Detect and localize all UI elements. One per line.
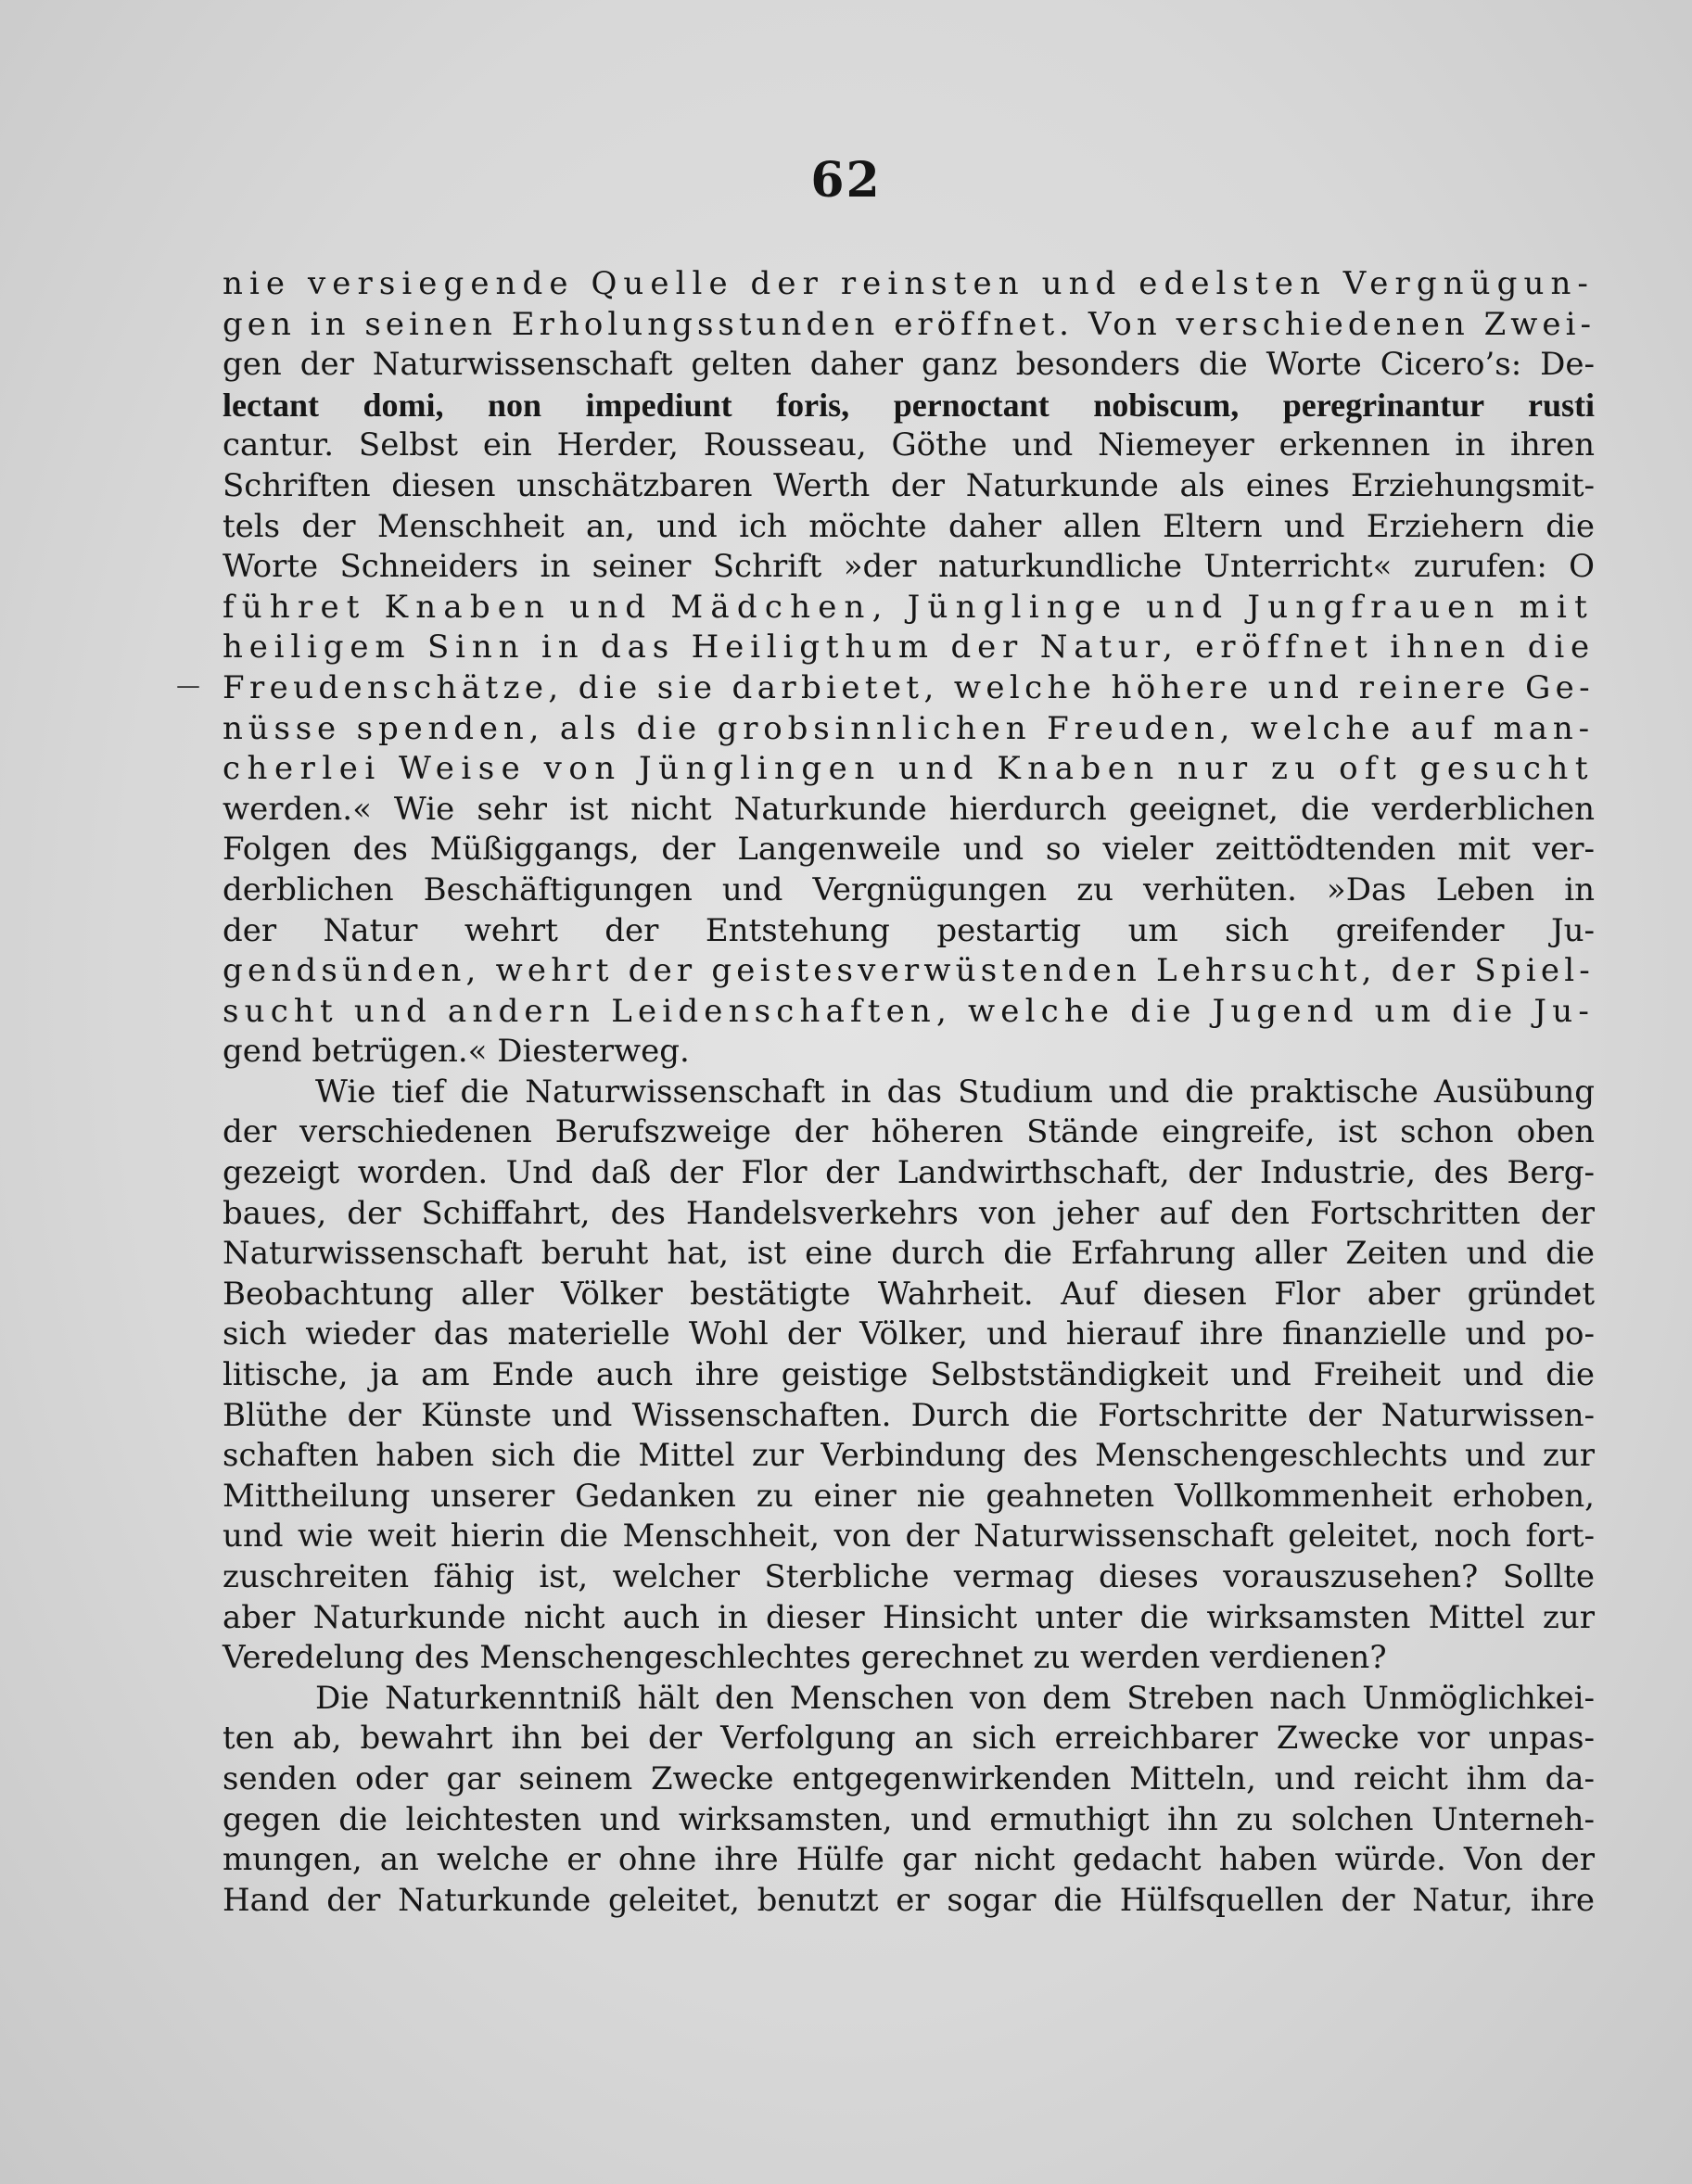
text-line: werden.« Wie sehr ist nicht Naturkunde hierdurch geeignet, die verderblichen: [223, 790, 1595, 828]
body-text: [223, 264, 1595, 1921]
text-line: gen der Naturwissenschaft gelten daher ganz besonders die Worte Cicero’s: De-: [223, 346, 1595, 384]
text-line: mungen, an welche er ohne ihre Hülfe gar nicht gedacht haben würde. Von der: [223, 1841, 1595, 1879]
text-line: Mittheilung unserer Gedanken zu einer nie geahneten Vollkommenheit erhoben,: [223, 1477, 1595, 1515]
text-line: baues, der Schiffahrt, des Handelsverkehrs von jeher auf den Fortschritten der: [223, 1194, 1595, 1232]
text-line: aber Naturkunde nicht auch in dieser Hinsicht unter die wirksamsten Mittel zur: [223, 1598, 1595, 1636]
text-line: ten ab, bewahrt ihn bei der Verfolgung an sich erreichbarer Zwecke vor unpas-: [223, 1720, 1595, 1758]
text-line: Hand der Naturkunde geleitet, benutzt er sogar die Hülfsquellen der Natur, ihre: [223, 1881, 1595, 1919]
text-line: und wie weit hierin die Menschheit, von der Naturwissenschaft geleitet, noch fort-: [223, 1517, 1595, 1555]
text-line: gendsünden, wehrt der geistesverwüstenden Lehrsucht, der Spiel-: [223, 952, 1595, 990]
page-number: 62: [810, 152, 882, 209]
text-line: schaften haben sich die Mittel zur Verbindung des Menschengeschlechts und zur: [223, 1437, 1595, 1475]
text-line: tels der Menschheit an, und ich möchte daher allen Eltern und Erziehern die: [223, 507, 1595, 545]
text-line: nie versiegende Quelle der reinsten und edelsten Vergnügun-: [223, 265, 1595, 302]
text-line: Schriften diesen unschätzbaren Werth der Naturkunde als eines Erziehungsmit-: [223, 466, 1595, 504]
text-line: gegen die leichtesten und wirksamsten, und ermuthigt ihn zu solchen Unterneh-: [223, 1800, 1595, 1838]
text-line: der verschiedenen Berufszweige der höheren Stände eingreife, ist schon oben: [223, 1113, 1595, 1151]
text-line: gen in seinen Erholungsstunden eröffnet. Von verschiedenen Zwei-: [223, 305, 1597, 343]
text-line: litische, ja am Ende auch ihre geistige Selbstständigkeit und Freiheit und die: [223, 1356, 1595, 1394]
margin-mark: —: [176, 672, 200, 700]
text-line: sich wieder das materielle Wohl der Völker, und hierauf ihre finanzielle und po-: [223, 1315, 1595, 1353]
text-line: cantur. Selbst ein Herder, Rousseau, Göthe und Niemeyer erkennen in ihren: [223, 426, 1595, 464]
text-line-paragraph-start: Wie tief die Naturwissenschaft in das Studium und die praktische Ausübung: [315, 1073, 1595, 1111]
text-line: cherlei Weise von Jünglingen und Knaben nur zu oft gesucht: [223, 750, 1595, 788]
text-line: Freudenschätze, die sie darbietet, welche höhere und reinere Ge-: [223, 668, 1595, 706]
text-line: der Natur wehrt der Entstehung pestartig um sich greifender Ju-: [223, 911, 1595, 949]
text-line-latin-quote: lectant domi, non impediunt foris, pernoctant nobiscum, peregrinantur rusti: [223, 386, 1595, 424]
text-line: Worte Schneiders in seiner Schrift »der naturkundliche Unterricht« zurufen: O: [223, 548, 1595, 586]
text-line-paragraph-start: Die Naturkenntniß hält den Menschen von dem Streben nach Unmöglichkei-: [315, 1679, 1595, 1717]
text-line: Blüthe der Künste und Wissenschaften. Durch die Fortschritte der Naturwissen-: [223, 1396, 1595, 1434]
text-line: gezeigt worden. Und daß der Flor der Landwirthschaft, der Industrie, des Berg-: [223, 1154, 1595, 1192]
text-line: nüsse spenden, als die grobsinnlichen Freuden, welche auf man-: [223, 709, 1595, 747]
text-line: Naturwissenschaft beruht hat, ist eine durch die Erfahrung aller Zeiten und die: [223, 1235, 1595, 1273]
text-line: Beobachtung aller Völker bestätigte Wahrheit. Auf diesen Flor aber gründet: [223, 1275, 1595, 1313]
text-line: heiligem Sinn in das Heiligthum der Natur, eröffnet ihnen die: [223, 629, 1597, 667]
text-line-paragraph-end: Veredelung des Menschengeschlechtes gerechnet zu werden verdienen?: [223, 1639, 1387, 1677]
text-line: zuschreiten fähig ist, welcher Sterbliche vermag dieses vorauszusehen? Sollte: [223, 1558, 1595, 1595]
text-line: senden oder gar seinem Zwecke entgegenwirkenden Mitteln, und reicht ihm da-: [223, 1759, 1595, 1797]
text-line: derblichen Beschäftigungen und Vergnügungen zu verhüten. »Das Leben in: [223, 870, 1595, 908]
text-line: sucht und andern Leidenschaften, welche die Jugend um die Ju-: [223, 992, 1595, 1030]
text-line: Folgen des Müßiggangs, der Langenweile und so vieler zeittödtenden mit ver-: [223, 831, 1595, 869]
text-line-paragraph-end: gend betrügen.« Diesterweg.: [223, 1033, 690, 1071]
text-line: führet Knaben und Mädchen, Jünglinge und Jungfrauen mit: [223, 588, 1595, 626]
